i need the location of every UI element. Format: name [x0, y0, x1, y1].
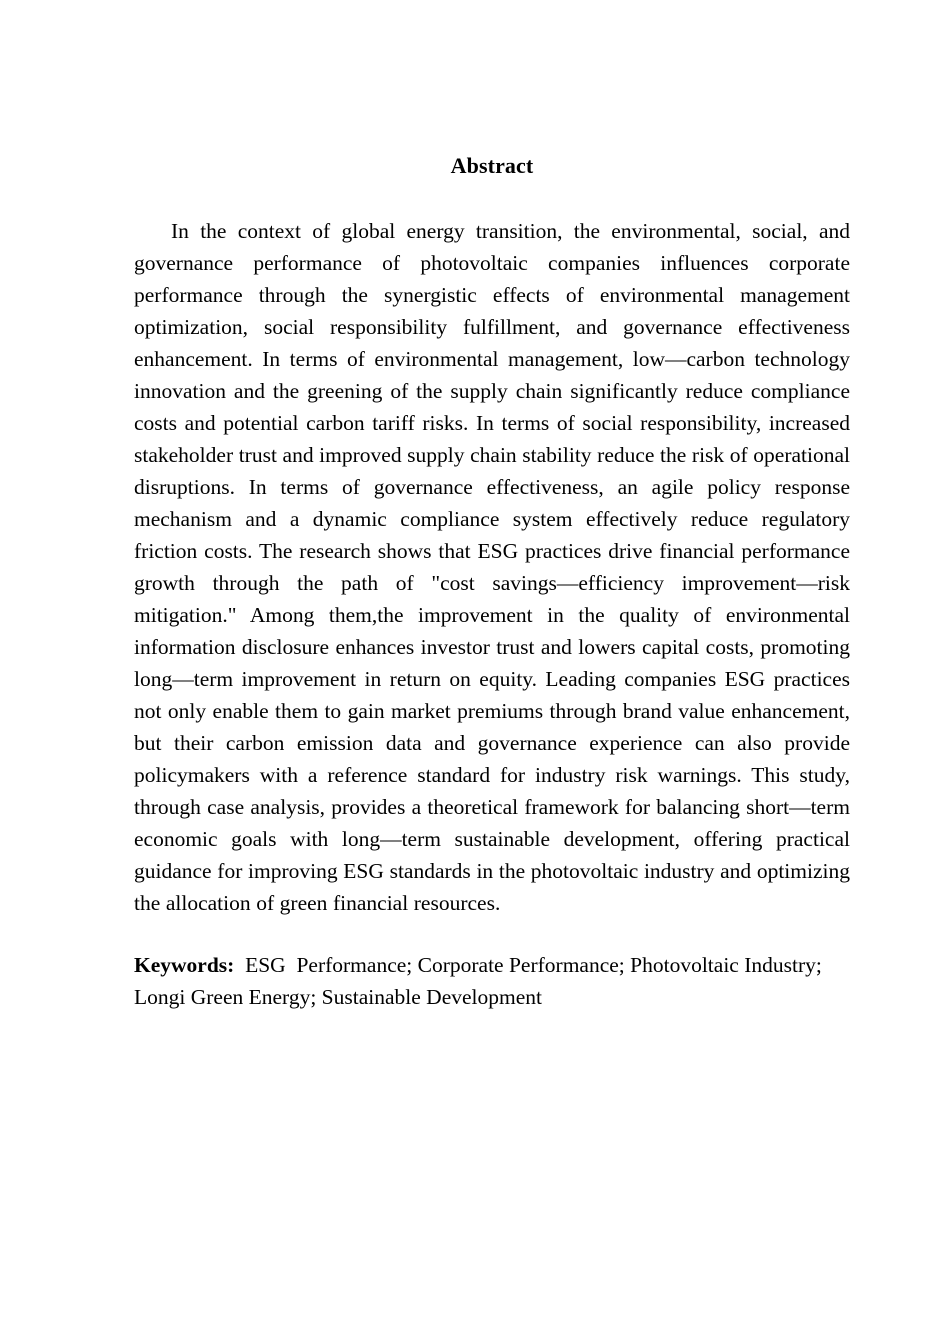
- abstract-paragraph: In the context of global energy transition, the environmental, social, and governance performance of photovoltaic companies influences corporate performance through the synergistic effects of environmental management optimization, social responsibility fulfillment, and governance effectiveness enhancement. In terms of environmental management, low—carbon technology innovation and the greening of the supply chain significantly reduce compliance costs and potential carbon tariff risks. In terms of social responsibility, increased stakeholder trust and improved supply chain stability reduce the risk of operational disruptions. In terms of governance effectiveness, an agile policy response mechanism and a dynamic compliance system effectively reduce regulatory friction costs. The research shows that ESG practices drive financial performance growth through the path of "cost savings—efficiency improvement—risk mitigation." Among them,the improvement in the quality of environmental information disclosure enhances investor trust and lowers capital costs, promoting long—term improvement in return on equity. Leading companies ESG practices not only enable them to gain market premiums through brand value enhancement, but their carbon emission data and governance experience can also provide policymakers with a reference standard for industry risk warnings. This study, through case analysis, provides a theoretical framework for balancing short—term economic goals with long—term sustainable development, offering practical guidance for improving ESG standards in the photovoltaic industry and optimizing the allocation of green financial resources.: [134, 219, 850, 915]
- page-content: [134, 0, 850, 1013]
- page-title: Abstract: [450, 153, 534, 178]
- keywords-label: Keywords:: [134, 953, 235, 977]
- keywords-value: ESG Performance; Corporate Performance; Photovoltaic Industry; Longi Green Energy; Sustainable Development: [134, 953, 828, 1009]
- keywords-block: [134, 919, 850, 1013]
